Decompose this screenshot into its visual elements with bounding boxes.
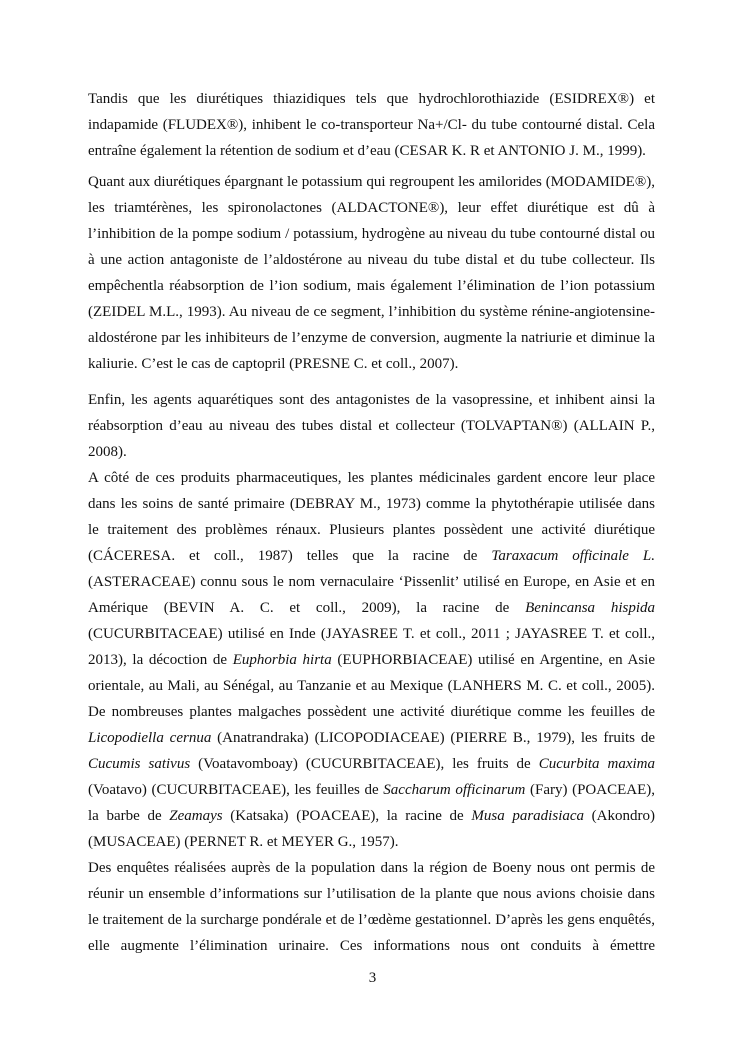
text-segment: (ASTERACEAE) connu sous le nom vernaculaire ‘Pissenlit’ utilisé en Europe, en Asie et en <box>88 574 655 590</box>
text-segment: Des enquêtes réalisées auprès de la population dans la région de Boeny nous ont permis de <box>88 860 655 876</box>
text-segment: elle augmente l’élimination urinaire. Ces informations nous ont conduits à émettre <box>88 938 655 954</box>
text-segment: (ZEIDEL M.L., 1993). Au niveau de ce segment, l’inhibition du système rénine-angiotensine- <box>88 304 655 320</box>
text-segment: De nombreuses plantes malgaches possèdent une activité diurétique comme les feuilles de <box>88 704 655 720</box>
text-segment: Amérique (BEVIN A. C. et coll., 2009), la racine de <box>88 600 526 616</box>
text-segment: réunir un ensemble d’informations sur l’utilisation de la plante que nous avions choisie dans <box>88 886 655 902</box>
text-line <box>88 299 655 325</box>
text-segment: (Voatavomboay) (CUCURBITACEAE), les fruits de <box>190 756 539 772</box>
text-line <box>88 413 655 439</box>
text-segment: (Katsaka) (POACEAE), la racine de <box>222 808 472 824</box>
text-line <box>88 169 655 195</box>
text-segment: (EUPHORBIACEAE) utilisé en Argentine, en Asie <box>331 652 655 668</box>
italic-species-name: Zeamays <box>169 808 223 824</box>
italic-species-name: Benincansa hispida <box>525 600 655 616</box>
text-line <box>88 491 655 517</box>
text-segment: A côté de ces produits pharmaceutiques, les plantes médicinales gardent encore leur place <box>88 470 655 486</box>
text-segment: indapamide (FLUDEX®), inhibent le co-transporteur Na+/Cl- du tube contourné distal. Cela <box>88 117 655 133</box>
text-segment: Tandis que les diurétiques thiazidiques tels que hydrochlorothiazide (ESIDREX®) et <box>88 91 655 107</box>
text-line <box>88 699 655 725</box>
text-segment: Enfin, les agents aquarétiques sont des antagonistes de la vasopressine, et inhibent ainsi la <box>88 392 655 408</box>
text-line <box>88 325 655 351</box>
text-segment: entraîne également la rétention de sodium et d’eau (CESAR K. R et ANTONIO J. M., 1999). <box>88 143 646 159</box>
text-segment: le traitement de la surcharge pondérale et de l’œdème gestationnel. D’après les gens enquêtés, <box>88 912 655 928</box>
text-line <box>88 112 655 138</box>
italic-species-name: Cucumis sativus <box>88 756 191 772</box>
text-segment: le traitement des problèmes rénaux. Plusieurs plantes possèdent une activité diurétique <box>88 522 655 538</box>
text-line <box>88 387 655 413</box>
text-segment: l’inhibition de la pompe sodium / potassium, hydrogène au niveau du tube contourné distal ou <box>88 226 655 242</box>
text-line <box>88 86 655 112</box>
text-line <box>88 673 655 699</box>
text-segment: empêchentla réabsorption de l’ion sodium, mais également l’élimination de l’ion potassium <box>88 278 655 294</box>
italic-species-name: Musa paradisiaca <box>471 808 585 824</box>
text-segment: 2008). <box>88 444 127 460</box>
text-segment: (MUSACEAE) (PERNET R. et MEYER G., 1957). <box>88 834 399 850</box>
text-line <box>88 465 655 491</box>
text-line <box>88 351 655 377</box>
text-line <box>88 517 655 543</box>
text-line <box>88 138 655 164</box>
text-line <box>88 543 655 569</box>
text-segment: (Anatrandraka) (LICOPODIACEAE) (PIERRE B., 1979), les fruits de <box>211 730 656 746</box>
text-segment: (Fary) (POACEAE), <box>525 782 655 798</box>
text-segment: orientale, au Mali, au Sénégal, au Tanzanie et au Mexique (LANHERS M. C. et coll., 2005). <box>88 678 655 694</box>
text-line <box>88 247 655 273</box>
text-segment: (CUCURBITACEAE) utilisé en Inde (JAYASREE T. et coll., 2011 ; JAYASREE T. et coll., <box>88 626 655 642</box>
italic-species-name: Euphorbia hirta <box>232 652 332 668</box>
text-line <box>88 803 655 829</box>
text-line <box>88 595 655 621</box>
text-line <box>88 751 655 777</box>
text-line <box>88 881 655 907</box>
text-line <box>88 439 655 465</box>
text-line <box>88 855 655 881</box>
text-segment: la barbe de <box>88 808 170 824</box>
italic-species-name: Saccharum officinarum <box>383 782 526 798</box>
text-segment: kaliurie. C’est le cas de captopril (PRESNE C. et coll., 2007). <box>88 356 459 372</box>
text-segment: les triamtérènes, les spironolactones (ALDACTONE®), leur effet diurétique est dû à <box>88 200 655 216</box>
text-line <box>88 621 655 647</box>
text-segment: dans les soins de santé primaire (DEBRAY M., 1973) comme la phytothérapie utilisée dans <box>88 496 655 512</box>
text-segment: à une action antagoniste de l’aldostérone au niveau du tube distal et du tube collecteur. Ils <box>88 252 655 268</box>
text-segment: (Voatavo) (CUCURBITACEAE), les feuilles de <box>88 782 384 798</box>
text-line <box>88 777 655 803</box>
text-line <box>88 829 655 855</box>
text-line <box>88 725 655 751</box>
text-line <box>88 195 655 221</box>
text-line <box>88 933 655 959</box>
italic-species-name: Licopodiella cernua <box>88 730 212 746</box>
text-line <box>88 273 655 299</box>
page-number: 3 <box>368 970 377 986</box>
text-line <box>88 647 655 673</box>
text-segment: Quant aux diurétiques épargnant le potassium qui regroupent les amilorides (MODAMIDE®), <box>88 174 655 190</box>
text-line <box>88 221 655 247</box>
text-segment: réabsorption d’eau au niveau des tubes distal et collecteur (TOLVAPTAN®) (ALLAIN P., <box>88 418 655 434</box>
italic-species-name: Cucurbita maxima <box>538 756 656 772</box>
text-line <box>88 569 655 595</box>
text-segment: 2013), la décoction de <box>88 652 233 668</box>
italic-species-name: Taraxacum officinale L. <box>491 548 655 564</box>
text-segment: aldostérone par les inhibiteurs de l’enzyme de conversion, augmente la natriurie et diminue la <box>88 330 655 346</box>
text-line <box>88 907 655 933</box>
text-segment: (Akondro) <box>584 808 655 824</box>
text-segment: (CÁCERESA. et coll., 1987) telles que la racine de <box>88 548 492 564</box>
